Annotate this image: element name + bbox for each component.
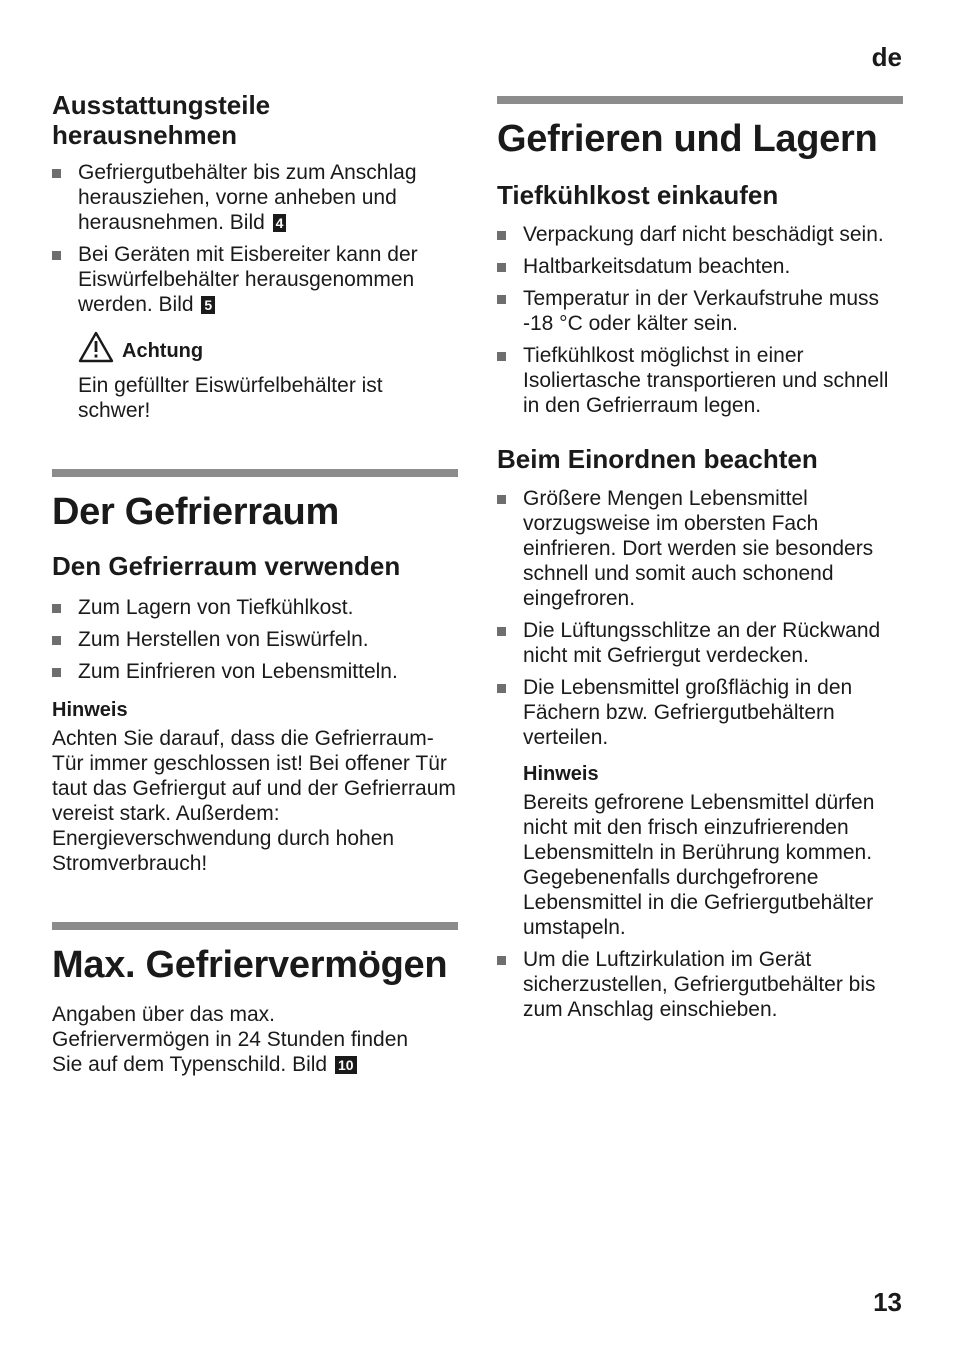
list-item: Zum Einfrieren von Lebensmitteln. bbox=[52, 659, 458, 684]
warning-label: Achtung bbox=[122, 340, 204, 362]
subsection-title-verwenden: Den Gefrierraum verwenden bbox=[52, 551, 401, 581]
bullet-square-icon bbox=[52, 636, 61, 645]
bullet-square-icon bbox=[52, 604, 61, 613]
section-title-gefrierraum: Der Gefrierraum bbox=[52, 491, 339, 533]
section-divider bbox=[497, 96, 903, 104]
list-item: Um die Luftzirkulation im Gerät sicherzustellen, Gefriergutbehälter bis zum Anschlag einschieben. bbox=[497, 947, 903, 1022]
list-item: Zum Herstellen von Eiswürfeln. bbox=[52, 627, 458, 652]
bullet-square-icon bbox=[497, 495, 506, 504]
bullet-square-icon bbox=[497, 231, 506, 240]
storing-list bbox=[497, 486, 903, 750]
bullet-square-icon bbox=[497, 627, 506, 636]
section-title-ausstattungsteile: Ausstattungsteile herausnehmen bbox=[52, 90, 271, 150]
bullet-square-icon bbox=[497, 684, 506, 693]
storing-list-continued bbox=[497, 947, 903, 1022]
bullet-square-icon bbox=[497, 295, 506, 304]
section-title-gefrieren-lagern: Gefrieren und Lagern bbox=[497, 118, 878, 160]
figure-ref-badge: 4 bbox=[273, 214, 287, 232]
note-text: Achten Sie darauf, dass die Gefrierraum-Tür immer geschlossen ist! Bei offener Tür taut das Gefriergut auf und der Gefrierraum vereist stark. Außerdem: Energieverschwendung durch hohen Stromverbrauch! bbox=[52, 727, 456, 875]
figure-ref-badge: 10 bbox=[335, 1056, 357, 1074]
list-item: Die Lebensmittel großflächig in den Fächern bzw. Gefriergutbehältern verteilen. bbox=[497, 675, 903, 750]
capacity-text: Angaben über das max. Gefriervermögen in 24 Stunden finden Sie auf dem Typenschild. Bild 10 bbox=[52, 1003, 409, 1076]
page-number: 13 bbox=[873, 1287, 902, 1317]
note-text: Bereits gefrorene Lebensmittel dürfen nicht mit den frisch einzufrierenden Lebensmitteln in Berührung kommen. Gegebenenfalls durchgefrorene Lebensmittel in die Gefriergutbehälter umstapeln. bbox=[523, 791, 875, 939]
list-item: Tiefkühlkost möglichst in einer Isoliertasche transportieren und schnell in den Gefrierraum legen. bbox=[497, 343, 903, 418]
note-label: Hinweis bbox=[523, 763, 599, 785]
bullet-square-icon bbox=[52, 169, 61, 178]
figure-ref-badge: 5 bbox=[201, 296, 215, 314]
warning-header bbox=[78, 331, 458, 363]
list-item: Die Lüftungsschlitze an der Rückwand nicht mit Gefriergut verdecken. bbox=[497, 618, 903, 668]
warning-box bbox=[78, 331, 458, 423]
section-divider bbox=[52, 469, 458, 477]
list-item: Zum Lagern von Tiefkühlkost. bbox=[52, 595, 458, 620]
section-divider bbox=[52, 922, 458, 930]
usage-list bbox=[52, 595, 458, 684]
list-item: Temperatur in der Verkaufstruhe muss -18 °C oder kälter sein. bbox=[497, 286, 903, 336]
right-column bbox=[497, 96, 903, 1022]
section-title-gefriervermoegen: Max. Gefriervermögen bbox=[52, 944, 448, 986]
list-item: Verpackung darf nicht beschädigt sein. bbox=[497, 222, 903, 247]
subsection-title-einordnen: Beim Einordnen beachten bbox=[497, 444, 818, 474]
subsection-title-einkaufen: Tiefkühlkost einkaufen bbox=[497, 180, 779, 210]
note-box bbox=[523, 762, 903, 940]
language-indicator: de bbox=[871, 42, 902, 72]
list-item: Gefriergutbehälter bis zum Anschlag herausziehen, vorne anheben und herausnehmen. Bild 4 bbox=[52, 160, 458, 235]
bullet-square-icon bbox=[497, 352, 506, 361]
removal-list bbox=[52, 160, 458, 317]
bullet-square-icon bbox=[52, 668, 61, 677]
list-item: Haltbarkeitsdatum beachten. bbox=[497, 254, 903, 279]
bullet-square-icon bbox=[497, 263, 506, 272]
warning-triangle-icon bbox=[78, 331, 114, 363]
bullet-square-icon bbox=[52, 251, 61, 260]
bullet-square-icon bbox=[497, 956, 506, 965]
list-item: Bei Geräten mit Eisbereiter kann der Eiswürfelbehälter herausgenommen werden. Bild 5 bbox=[52, 242, 458, 317]
warning-text: Ein gefüllter Eiswürfelbehälter ist schwer! bbox=[78, 374, 383, 422]
left-column bbox=[52, 90, 458, 1077]
note-label: Hinweis bbox=[52, 699, 128, 721]
shopping-list bbox=[497, 222, 903, 418]
list-item: Größere Mengen Lebensmittel vorzugsweise im obersten Fach einfrieren. Dort werden sie besonders schnell und somit auch schonend eingefroren. bbox=[497, 486, 903, 611]
